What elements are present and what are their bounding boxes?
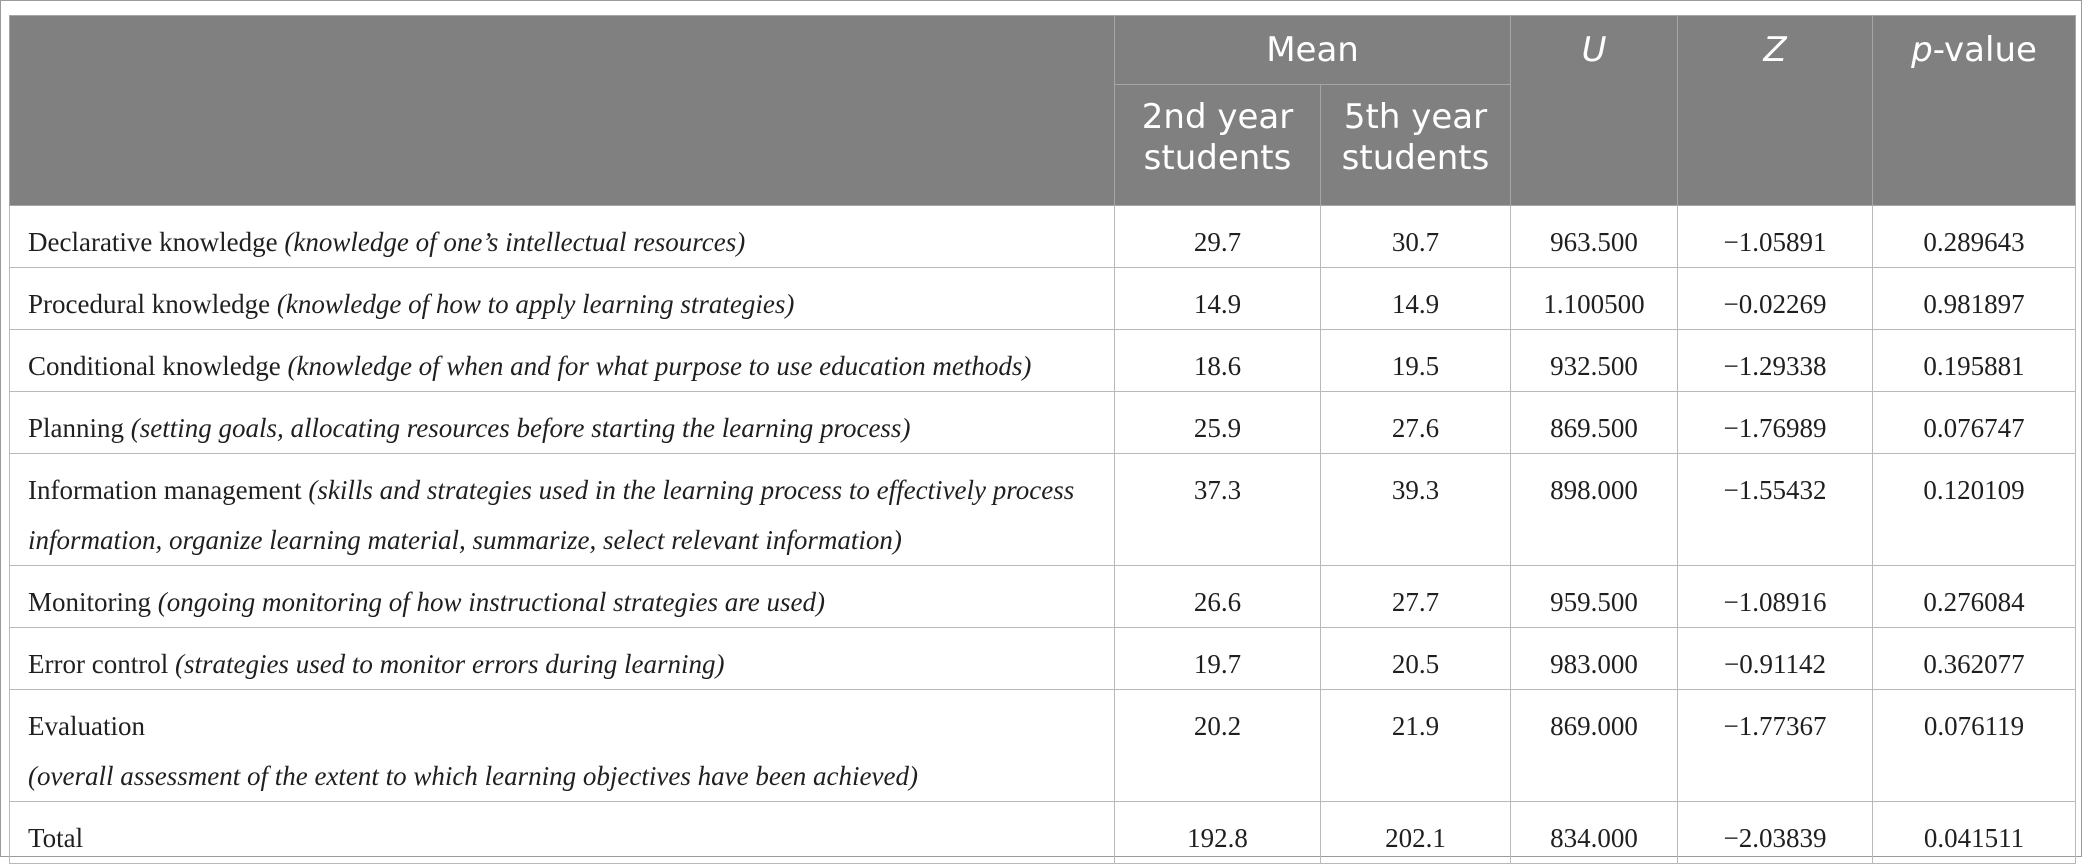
cell-p: 0.120109: [1873, 454, 2076, 566]
cell-mean-2nd: 192.8: [1115, 802, 1321, 864]
cell-u: 834.000: [1511, 802, 1678, 864]
row-name: Conditional knowledge: [28, 351, 281, 381]
table-row: [10, 392, 2076, 454]
header-u-label: U: [1581, 30, 1607, 70]
header-5th-year: 5th year students: [1321, 85, 1511, 206]
cell-u: 869.000: [1511, 690, 1678, 802]
table-row: [10, 206, 2076, 268]
cell-z: −1.55432: [1678, 454, 1873, 566]
cell-mean-5th: 39.3: [1321, 454, 1511, 566]
header-p-rest: -value: [1932, 30, 2037, 70]
row-label: [10, 206, 1115, 268]
cell-mean-5th: 27.7: [1321, 566, 1511, 628]
cell-z: −0.02269: [1678, 268, 1873, 330]
table-row: [10, 454, 2076, 566]
cell-mean-5th: 202.1: [1321, 802, 1511, 864]
table-header: [10, 16, 2076, 206]
cell-u: 869.500: [1511, 392, 1678, 454]
header-u: [1511, 16, 1678, 206]
cell-mean-2nd: 20.2: [1115, 690, 1321, 802]
cell-mean-2nd: 25.9: [1115, 392, 1321, 454]
row-name: Evaluation: [28, 711, 145, 741]
cell-mean-2nd: 37.3: [1115, 454, 1321, 566]
cell-mean-5th: 21.9: [1321, 690, 1511, 802]
row-description: (ongoing monitoring of how instructional strategies are used): [157, 587, 826, 617]
row-name: Total: [28, 823, 84, 853]
cell-z: −1.08916: [1678, 566, 1873, 628]
cell-p: 0.041511: [1873, 802, 2076, 864]
header-p-italic: p: [1911, 30, 1933, 70]
cell-mean-5th: 27.6: [1321, 392, 1511, 454]
cell-mean-5th: 19.5: [1321, 330, 1511, 392]
table-row: [10, 268, 2076, 330]
cell-mean-5th: 14.9: [1321, 268, 1511, 330]
header-z-label: Z: [1763, 30, 1787, 70]
cell-u: 963.500: [1511, 206, 1678, 268]
header-mean: Mean: [1115, 16, 1511, 85]
row-description: (setting goals, allocating resources before starting the learning process): [130, 413, 911, 443]
cell-z: −2.03839: [1678, 802, 1873, 864]
cell-mean-2nd: 26.6: [1115, 566, 1321, 628]
table-row: [10, 802, 2076, 864]
cell-z: −0.91142: [1678, 628, 1873, 690]
cell-mean-2nd: 29.7: [1115, 206, 1321, 268]
results-table: [9, 15, 2076, 864]
row-name: Monitoring: [28, 587, 152, 617]
cell-u: 898.000: [1511, 454, 1678, 566]
cell-z: −1.77367: [1678, 690, 1873, 802]
cell-p: 0.362077: [1873, 628, 2076, 690]
cell-u: 1.100500: [1511, 268, 1678, 330]
cell-p: 0.289643: [1873, 206, 2076, 268]
cell-mean-5th: 20.5: [1321, 628, 1511, 690]
table-row: [10, 330, 2076, 392]
table-row: [10, 566, 2076, 628]
table-row: [10, 628, 2076, 690]
cell-mean-2nd: 14.9: [1115, 268, 1321, 330]
header-blank-cell: [10, 16, 1115, 206]
cell-p: 0.076747: [1873, 392, 2076, 454]
header-z: [1678, 16, 1873, 206]
cell-z: −1.05891: [1678, 206, 1873, 268]
cell-u: 959.500: [1511, 566, 1678, 628]
row-name: Declarative knowledge: [28, 227, 278, 257]
row-description: (strategies used to monitor errors during learning): [174, 649, 725, 679]
table-row: [10, 690, 2076, 802]
row-description: (skills and strategies used in the learning process to effectively process information, organize learning material, summarize, select relevant information): [28, 475, 1075, 555]
row-name: Procedural knowledge: [28, 289, 271, 319]
row-description: (knowledge of how to apply learning strategies): [276, 289, 795, 319]
row-label: [10, 690, 1115, 802]
row-name: Error control: [28, 649, 169, 679]
cell-p: 0.195881: [1873, 330, 2076, 392]
row-label: [10, 392, 1115, 454]
table-body: [10, 206, 2076, 864]
cell-p: 0.981897: [1873, 268, 2076, 330]
header-p-value: [1873, 16, 2076, 206]
row-label: [10, 802, 1115, 864]
cell-u: 983.000: [1511, 628, 1678, 690]
cell-mean-5th: 30.7: [1321, 206, 1511, 268]
row-label: [10, 628, 1115, 690]
cell-mean-2nd: 19.7: [1115, 628, 1321, 690]
row-label: [10, 268, 1115, 330]
row-label: [10, 454, 1115, 566]
cell-p: 0.076119: [1873, 690, 2076, 802]
cell-z: −1.76989: [1678, 392, 1873, 454]
row-label: [10, 330, 1115, 392]
row-label: [10, 566, 1115, 628]
row-description: (overall assessment of the extent to which learning objectives have been achieved): [28, 761, 918, 791]
row-description: (knowledge of one’s intellectual resources): [284, 227, 746, 257]
row-name: Information management: [28, 475, 302, 505]
cell-p: 0.276084: [1873, 566, 2076, 628]
cell-u: 932.500: [1511, 330, 1678, 392]
header-2nd-year: 2nd year students: [1115, 85, 1321, 206]
cell-mean-2nd: 18.6: [1115, 330, 1321, 392]
row-description: (knowledge of when and for what purpose to use education methods): [287, 351, 1032, 381]
row-name: Planning: [28, 413, 125, 443]
cell-z: −1.29338: [1678, 330, 1873, 392]
